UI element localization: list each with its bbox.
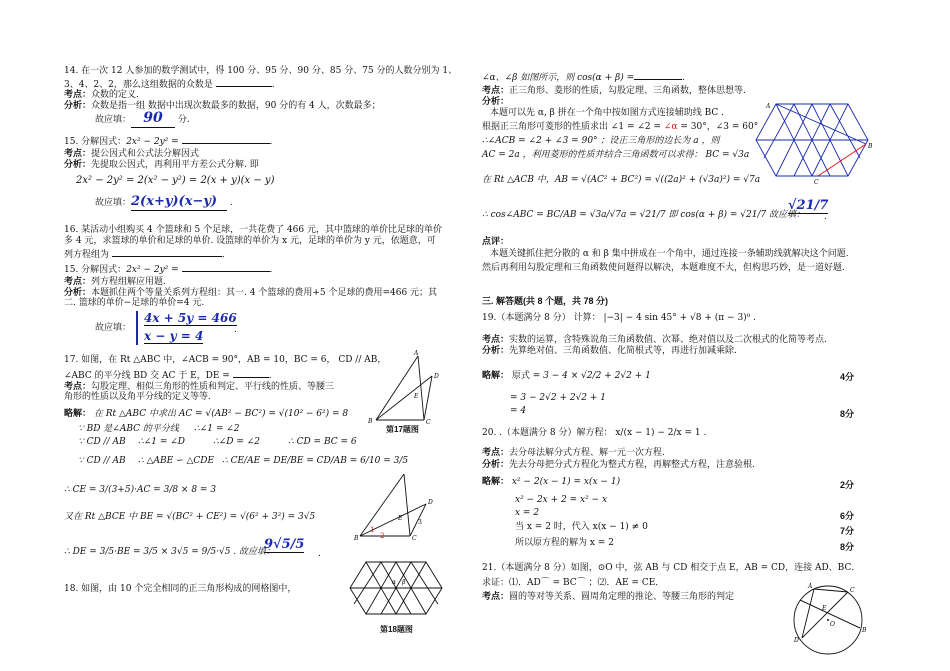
q19-stem: 19.（本题满分 8 分） 计算： |−3| − 4 sin 45° + √8 + (π − 3)⁰ . <box>482 313 757 323</box>
q18-fenxi-label: 分析： <box>482 96 510 106</box>
svg-text:D: D <box>794 637 799 644</box>
q17-s3d: ∴ CD = BC = 6 <box>288 437 357 447</box>
q15b-eq2: x − y = 4 <box>144 329 204 343</box>
q14-answer: 故应填： 90 分. <box>95 110 190 126</box>
q20-kaodian: 考点：去分母法解分式方程、解一元一次方程. <box>482 447 665 458</box>
q14-line1: 14. 在一次 12 人参加的数学测试中，得 100 分、95 分、90 分、85 分、75 分的人数分别为 1、 <box>64 66 458 76</box>
q20-score2: 6分 <box>840 511 855 521</box>
svg-text:β: β <box>402 579 406 586</box>
q15b-system-brace <box>136 311 237 345</box>
q20-score3: 7分 <box>840 526 855 536</box>
q15a-stem: 15. 分解因式：2x² − 2y² = . <box>64 134 272 148</box>
svg-text:A: A <box>808 583 813 590</box>
q17-s2b: ∴∠1 = ∠2 <box>194 424 240 434</box>
fig18-grid <box>346 558 446 626</box>
q19-w2: = 3 − 2√2 + 2√2 + 1 <box>510 393 607 403</box>
q15b-eq1: 4x + 5y = 466 <box>144 311 237 325</box>
q17-s7: ∴ DE = 3/5·BE = 3/5 × 3√5 = 9/5·√5 . 故应填： <box>64 547 276 557</box>
svg-text:C: C <box>412 535 417 542</box>
q20-w1: 略解： x² − 2(x − 1) = x(x − 1) <box>482 476 621 487</box>
q17-s5: ∴ CE = 3/(3+5)·AC = 3/8 × 8 = 3 <box>64 485 217 495</box>
q20-score1: 2分 <box>840 480 855 490</box>
q15b-fenxi1: 分析：本题抓住两个等量关系列方程组：其一. 4 个篮球的费用+5 个足球的费用=466 元；其 <box>64 287 438 298</box>
q18-dianping-label: 点评： <box>482 236 510 246</box>
q18-kaodian: 考点：正三角形、菱形的性质，勾股定理、三角函数，整体思想等. <box>482 85 746 96</box>
q19-score2: 8分 <box>840 409 855 419</box>
fig18-caption: 第18题图 <box>380 625 413 634</box>
q17-s1: 略解： 在 Rt △ABC 中求出 AC = √(AB² − BC²) = √(10² − 6²) = 8 <box>64 408 349 419</box>
svg-text:A: A <box>766 103 771 110</box>
q20-stem: 20. .（本题满分 8 分）解方程： x/(x − 1) − 2/x = 1 . <box>482 428 707 438</box>
q18-r5: AC = 2a ，利用菱形的性质并结合三角函数可以求得： BC = √3a <box>482 150 750 160</box>
q18-r1: ∠α、∠β 如图所示，则 cos(α + β) = . <box>482 70 685 84</box>
svg-text:E: E <box>822 605 827 612</box>
q18-r2: 本题可以先 α, β 拼在一个角中按如图方式连接辅助线 BC ． <box>490 108 731 118</box>
svg-text:C: C <box>850 587 855 594</box>
q18-dianping2: 然后再利用勾股定理和三角函数使问题得以解决，本题难度不大，但构思巧妙，是一道好题. <box>482 263 845 273</box>
q18-answer: √21/7 <box>788 198 829 213</box>
svg-text:2: 2 <box>380 532 385 540</box>
svg-text:B: B <box>862 627 867 634</box>
q18-r6: 在 Rt △ACB 中，AB = √(AC² + BC²) = √((2a)² + (√3a)²) = √7a <box>482 175 761 185</box>
q19-w3: = 4 <box>510 406 527 416</box>
svg-text:α: α <box>392 579 397 586</box>
svg-text:3: 3 <box>418 519 422 526</box>
q17-line1: 17. 如图，在 Rt △ABC 中，∠ACB = 90°，AB = 10，BC = 6， CD // AB， <box>64 355 387 365</box>
q15b-fenxi2: 二. 篮球的单价−足球的单价=4 元. <box>64 298 205 308</box>
q17-answer: 9√5/5 <box>264 537 305 552</box>
svg-text:1: 1 <box>370 526 375 534</box>
q17-s4b: ∴ △ABE ∽ △CDE <box>138 456 215 466</box>
svg-text:B: B <box>368 418 373 425</box>
svg-text:C: C <box>814 179 819 184</box>
fig21-circle <box>786 580 870 656</box>
q17-kaodian1: 考点：勾股定理、相似三角形的性质和判定、平行线的性质、等腰三 <box>64 381 335 392</box>
svg-text:B: B <box>354 535 359 542</box>
q15a-work: 2x² − 2y² = 2(x² − y²) = 2(x + y)(x − y) <box>76 175 275 186</box>
svg-text:A: A <box>414 350 419 357</box>
q21-kaodian: 考点：圆的等对等关系、圆周角定理的推论、等腰三角形的判定 <box>482 591 735 602</box>
q14-kaodian: 考点：众数的定义. <box>64 89 139 100</box>
q20-w5: 所以原方程的解为 x = 2 <box>515 538 614 548</box>
section3-title: 三. 解答题(共 8 个题，共 78 分) <box>482 296 609 306</box>
q14-fenxi: 分析：众数是指一组 数据中出现次数最多的数据，90 分的有 4 人，次数最多； <box>64 100 381 111</box>
q17-s6: 又在 Rt △BCE 中 BE = √(BC² + CE²) = √(6² + 3²) = 3√5 <box>64 512 316 522</box>
q21-line2: 求证：⑴．AD⌒ = BC⌒ ；⑵．AE = CE． <box>482 578 665 588</box>
q20-fenxi: 分析：先去分母把分式方程化为整式方程，再解整式方程，注意验根. <box>482 459 755 470</box>
q17-s3c: ∴∠D = ∠2 <box>213 437 261 447</box>
fig17-top <box>360 348 440 434</box>
q19-kaodian: 考点：实数的运算，含特殊说角三角函数值、次幂、绝对值以及二次根式的化简等考点. <box>482 334 827 345</box>
q15a-kaodian: 考点：提公因式和公式法分解因式 <box>64 148 200 159</box>
q21-line1: 21.（本题满分 8 分）如图，⊙O 中，弦 AB 与 CD 相交于点 E，AB = CD，连接 AD、BC． <box>482 563 861 573</box>
q15a-answer: 故应填：2(x+y)(x−y) . <box>95 194 233 209</box>
fig17-bottom <box>348 468 438 548</box>
q18-dianping1: 本题关键抓住把分散的 α 和 β 集中拼成在一个角中，通过连接一条辅助线就解决这个问题. <box>490 249 849 259</box>
q14-line2: 3、4、2、2，那么这组数据的众数是 . <box>64 77 275 91</box>
q15b-stem: 15. 分解因式：2x² − 2y² = . <box>64 262 272 276</box>
svg-text:E: E <box>398 515 403 522</box>
q20-score4: 8分 <box>840 542 855 552</box>
svg-text:E: E <box>414 393 419 400</box>
q17-line2: ∠ABC 的平分线 BD 交 AC 于 E，DE = . <box>64 368 272 382</box>
q20-w3: x = 2 <box>515 508 540 518</box>
q15b-answer-prefix: 故应填： <box>95 323 132 333</box>
q17-s3a: ∵ CD // AB <box>78 437 126 447</box>
fig18-solution <box>752 100 877 184</box>
svg-text:D: D <box>434 373 439 380</box>
q15b-kaodian: 考点：列方程组解应用题. <box>64 276 166 287</box>
q20-w2: x² − 2x + 2 = x² − x <box>515 495 608 505</box>
q17-s3b: ∴∠1 = ∠D <box>138 437 186 447</box>
svg-text:D: D <box>428 499 433 506</box>
q19-w1: 略解： 原式 = 3 − 4 × √2/2 + 2√2 + 1 <box>482 370 651 381</box>
svg-text:C: C <box>426 419 431 426</box>
q18-line1: 18. 如图，由 10 个完全相同的正三角形构成的网格图中， <box>64 584 297 594</box>
q15a-fenxi: 分析：先提取公因式，再利用平方差公式分解. 即 <box>64 159 259 170</box>
q17-s4a: ∵ CD // AB <box>78 456 126 466</box>
q20-w4: 当 x = 2 时，代入 x(x − 1) ≠ 0 <box>515 522 648 532</box>
exam-page: 14. 在一次 12 人参加的数学测试中，得 100 分、95 分、90 分、85 分、75 分的人数分别为 1、 3、4、2、2，那么这组数据的众数是 . 考点：众数的定义. 分析：众数是指一组 数据中出现次数最多的数据，90 分的有 4 人，次数最多； 故应填： 90 分. 15. 分解因式：2x² − 2y² = . 考点：提公因式和公式法分解因式 分析：先提取公因式，再利用平方差公式分解. 即 2x² − 2y² = 2(x² − y²) = 2(x + y)(x − y) 故应填：2(x+y)(x−y) . 16. 某活动小组购买 4 个篮球和 5 个足球，一共花费了 466 元，其中篮球的单价比足球的单价 多 4 元，求篮球的单价和足球的单价. 设篮球的单价为 x 元，足球的单价为 y 元，依题意，可 列方程组为 . 15. 分解因式：2x² − 2y² = . 考点：列方程组解应用题. 分析：本题抓住两个等量关系列方程组：其一. 4 个篮球的费用+5 个足球的费用=466 元；其 二. 篮球的单价−足球的单价=4 元. 故应填： 4x + 5y = 466 x − y = 4 . 17. 如图，在 Rt △ABC 中，∠ACB = 90°，AB = 10，BC = 6， CD // AB， ∠ABC 的平分线 BD 交 AC 于 E，DE = . 考点：勾股定理、相似三角形的性质和判定、平行线的性质、等腰三 角形的性质以及角平分线的定义等等. 略解： 在 Rt △ABC 中求出 AC = √(AB² − BC²) = √(10² − 6²) = 8 ∵ BD 是∠ABC 的平分线 ∴∠1 = ∠2 ∵ CD // AB ∴∠1 = ∠D ∴∠D = ∠2 ∴ CD = BC = 6 ∵ CD // AB ∴ △ABE ∽ △CDE ∴ CE/AE = DE/BE = CD/AB = 6/10 = 3/5 ∴ CE = 3/(3+5)·AC = 3/8 × 8 = 3 又在 Rt △BCE 中 BE = √(BC² + CE²) = √(6² + 3²) = 3√5 ∴ DE = 3/5·BE = 3/5 × 3√5 = 9/5·√5 . 故应填： 9√5/5 . A B C D E 第17题图 B C D E 1 2 3 18. 如图，由 10 个完全相同的正三角形构成的网格图中， α β 第18题图 ∠α、∠β 如图所示，则 cos(α + β) = . 考点：正三角形、菱形的性质，勾股定理、三角函数，整体思想等. 分析： 本题可以先 α, β 拼在一个角中按如图方式连接辅助线 BC ． 根据正三角形可菱形的性质求出 ∠1 = ∠2 = ∠α = 30°，∠3 = 60° ∴∠ACB = ∠2 + ∠3 = 90° ；设正三角形的边长为 a ，则 AC = 2a ，利用菱形的性质并结合三角函数可以求得： BC = √3a 在 Rt △ACB 中，AB = √(AC² + BC²) = √((2a)² + (√3a)²) = √7a ∴ cos∠ABC = BC/AB = √3a/√7a = √21/7 即 cos(α + β) = √21/7 故应填： √21/7 . A B C 点评： 本题关键抓住把分散的 α 和 β 集中拼成在一个角中，通过连接一条辅助线就解决这个问题. 然后再利用勾股定理和三角函数使问题得以解决，本题难度不大，但构思巧妙，是一道好题. 三. 解答题(共 8 个题，共 78 分) 19.（本题满分 8 分） 计算： |−3| − 4 sin 45° + √8 + (π − 3)⁰ . 考点：实数的运算，含特殊说角三角函数值、次幂、绝对值以及二次根式的化简等考点. 分析：先算绝对值、三角函数值、化简根式等，再进行加减乘除. 略解： 原式 = 3 − 4 × √2/2 + 2√2 + 1 4分 = 3 − 2√2 + 2√2 + 1 = 4 8分 20. .（本题满分 8 分）解方程： x/(x − 1) − 2/x = 1 . 考点：去分母法解分式方程、解一元一次方程. 分析：先去分母把分式方程化为整式方程，再解整式方程，注意验根. 略解： x² − 2(x − 1) = x(x − 1) 2分 x² − 2x + 2 = x² − x x = 2 6分 当 x = 2 时，代入 x(x − 1) ≠ 0 7分 所以原方程的解为 x = 2 8分 21.（本题满分 8 分）如图，⊙O 中，弦 AB 与 CD 相交于点 E，AB = CD，连接 AD、BC． 求证：⑴．AD⌒ = BC⌒ ；⑵．AE = CE． 考点：圆的等对等关系、圆周角定理的推论、等腰三角形的判定 A C D B E O <box>0 0 950 671</box>
q17-s2a: ∵ BD 是∠ABC 的平分线 <box>78 424 179 434</box>
q18-r3: 根据正三角形可菱形的性质求出 ∠1 = ∠2 = ∠α = 30°，∠3 = 60° <box>482 122 759 132</box>
q18-r7: ∴ cos∠ABC = BC/AB = √3a/√7a = √21/7 即 cos(α + β) = √21/7 故应填： <box>482 210 806 220</box>
q19-score1: 4分 <box>840 372 855 382</box>
q16-line1: 16. 某活动小组购买 4 个篮球和 5 个足球，一共花费了 466 元，其中篮球的单价比足球的单价 <box>64 225 442 235</box>
q16-line3: 列方程组为 . <box>64 247 225 261</box>
svg-text:B: B <box>868 143 873 150</box>
q17-kaodian2: 角形的性质以及角平分线的定义等等. <box>64 392 211 402</box>
q19-fenxi: 分析：先算绝对值、三角函数值、化简根式等，再进行加减乘除. <box>482 345 737 356</box>
svg-text:O: O <box>830 621 835 628</box>
q18-r4: ∴∠ACB = ∠2 + ∠3 = 90° ；设正三角形的边长为 a ，则 <box>482 136 720 146</box>
q16-line2: 多 4 元，求篮球的单价和足球的单价. 设篮球的单价为 x 元，足球的单价为 y 元，依题意，可 <box>64 236 436 246</box>
fig17-caption: 第17题图 <box>386 425 419 434</box>
q17-s4c: ∴ CE/AE = DE/BE = CD/AB = 6/10 = 3/5 <box>222 456 409 466</box>
